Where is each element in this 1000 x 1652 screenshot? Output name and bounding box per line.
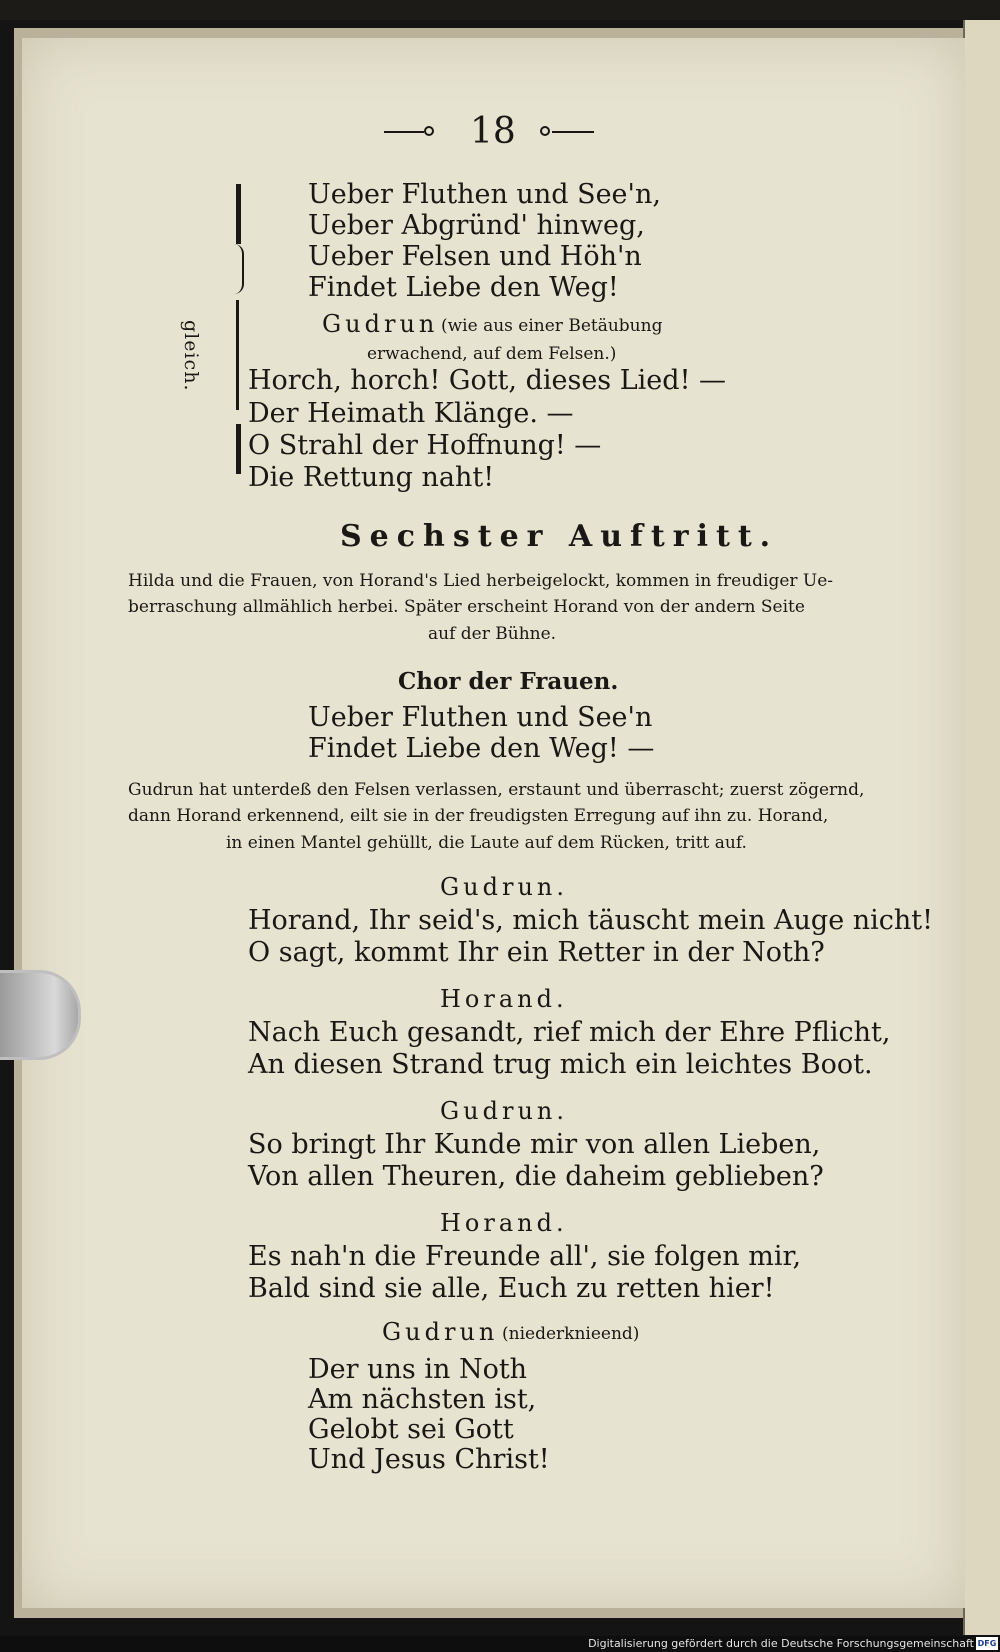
- page-clip: [0, 970, 81, 1060]
- verse-line: Ueber Felsen und Höh'n: [308, 241, 642, 272]
- speaker-name: Horand.: [440, 1209, 568, 1237]
- page-number: 18: [470, 111, 516, 152]
- dfg-logo-icon: DFG: [977, 1639, 997, 1648]
- verse-line: Ueber Abgründ' hinweg,: [308, 210, 645, 241]
- verse-line: Gelobt sei Gott: [308, 1414, 514, 1445]
- ornament-left: [384, 131, 424, 133]
- verse-line: Horch, horch! Gott, dieses Lied! —: [248, 365, 726, 396]
- side-note-gleich: gleich.: [180, 320, 202, 392]
- verse-line: Und Jesus Christ!: [308, 1444, 550, 1475]
- bracket-bar-top: [236, 184, 241, 244]
- scan-edge: [0, 0, 1000, 20]
- speaker-name: Gudrun: [322, 310, 439, 338]
- verse-line: Es nah'n die Freunde all', sie folgen mir,: [248, 1241, 802, 1272]
- ornament-right: [552, 131, 594, 133]
- stage-note: erwachend, auf dem Felsen.): [367, 344, 617, 364]
- speaker-name: Gudrun.: [440, 873, 569, 901]
- verse-line: Findet Liebe den Weg! —: [308, 733, 655, 764]
- verse-line: Bald sind sie alle, Euch zu retten hier!: [248, 1273, 775, 1304]
- verse-line: Der Heimath Klänge. —: [248, 398, 574, 429]
- verse-line: Ueber Fluthen und See'n,: [308, 179, 661, 210]
- verse-line: Nach Euch gesandt, rief mich der Ehre Pflicht,: [248, 1017, 891, 1048]
- bracket-curve: [234, 244, 244, 294]
- bracket-bar-bottom: [236, 424, 241, 474]
- verse-line: Am nächsten ist,: [308, 1384, 537, 1415]
- speaker-name: Gudrun.: [440, 1097, 569, 1125]
- ornament-right-dot: [540, 126, 550, 136]
- verse-line: So bringt Ihr Kunde mir von allen Lieben,: [248, 1129, 821, 1160]
- stage-direction: berraschung allmählich herbei. Später erscheint Horand von der andern Seite: [128, 597, 805, 617]
- verse-line: O sagt, kommt Ihr ein Retter in der Noth?: [248, 937, 825, 968]
- verse-line: O Strahl der Hoffnung! —: [248, 430, 602, 461]
- ornament-left-dot: [424, 126, 434, 136]
- speaker-name: Gudrun: [382, 1318, 499, 1346]
- verse-line: Die Rettung naht!: [248, 462, 495, 493]
- stage-direction: in einen Mantel gehüllt, die Laute auf dem Rücken, tritt auf.: [226, 833, 747, 853]
- stage-note: (wie aus einer Betäubung: [441, 316, 663, 336]
- footer-credit: Digitalisierung gefördert durch die Deutsche Forschungsgemeinschaft: [588, 1637, 974, 1650]
- verse-line: Horand, Ihr seid's, mich täuscht mein Auge nicht!: [248, 905, 934, 936]
- stage-note: (niederknieend): [502, 1324, 640, 1344]
- verse-line: Ueber Fluthen und See'n: [308, 702, 653, 733]
- stage-direction: auf der Bühne.: [428, 624, 557, 644]
- next-page-edge: [963, 20, 1000, 1635]
- stage-direction: Gudrun hat unterdeß den Felsen verlassen, erstaunt und überrascht; zuerst zögernd,: [128, 780, 865, 800]
- verse-line: Der uns in Noth: [308, 1354, 528, 1385]
- chorus-heading: Chor der Frauen.: [398, 668, 619, 695]
- verse-line: Von allen Theuren, die daheim geblieben?: [248, 1161, 824, 1192]
- verse-line: Findet Liebe den Weg!: [308, 272, 619, 303]
- scene-heading: Sechster Auftritt.: [340, 519, 779, 554]
- verse-line: An diesen Strand trug mich ein leichtes Boot.: [248, 1049, 873, 1080]
- bracket-bar-mid: [236, 300, 239, 410]
- speaker-name: Horand.: [440, 985, 568, 1013]
- stage-direction: dann Horand erkennend, eilt sie in der freudigsten Erregung auf ihn zu. Horand,: [128, 806, 829, 826]
- stage-direction: Hilda und die Frauen, von Horand's Lied herbeigelockt, kommen in freudiger Ue-: [128, 571, 834, 591]
